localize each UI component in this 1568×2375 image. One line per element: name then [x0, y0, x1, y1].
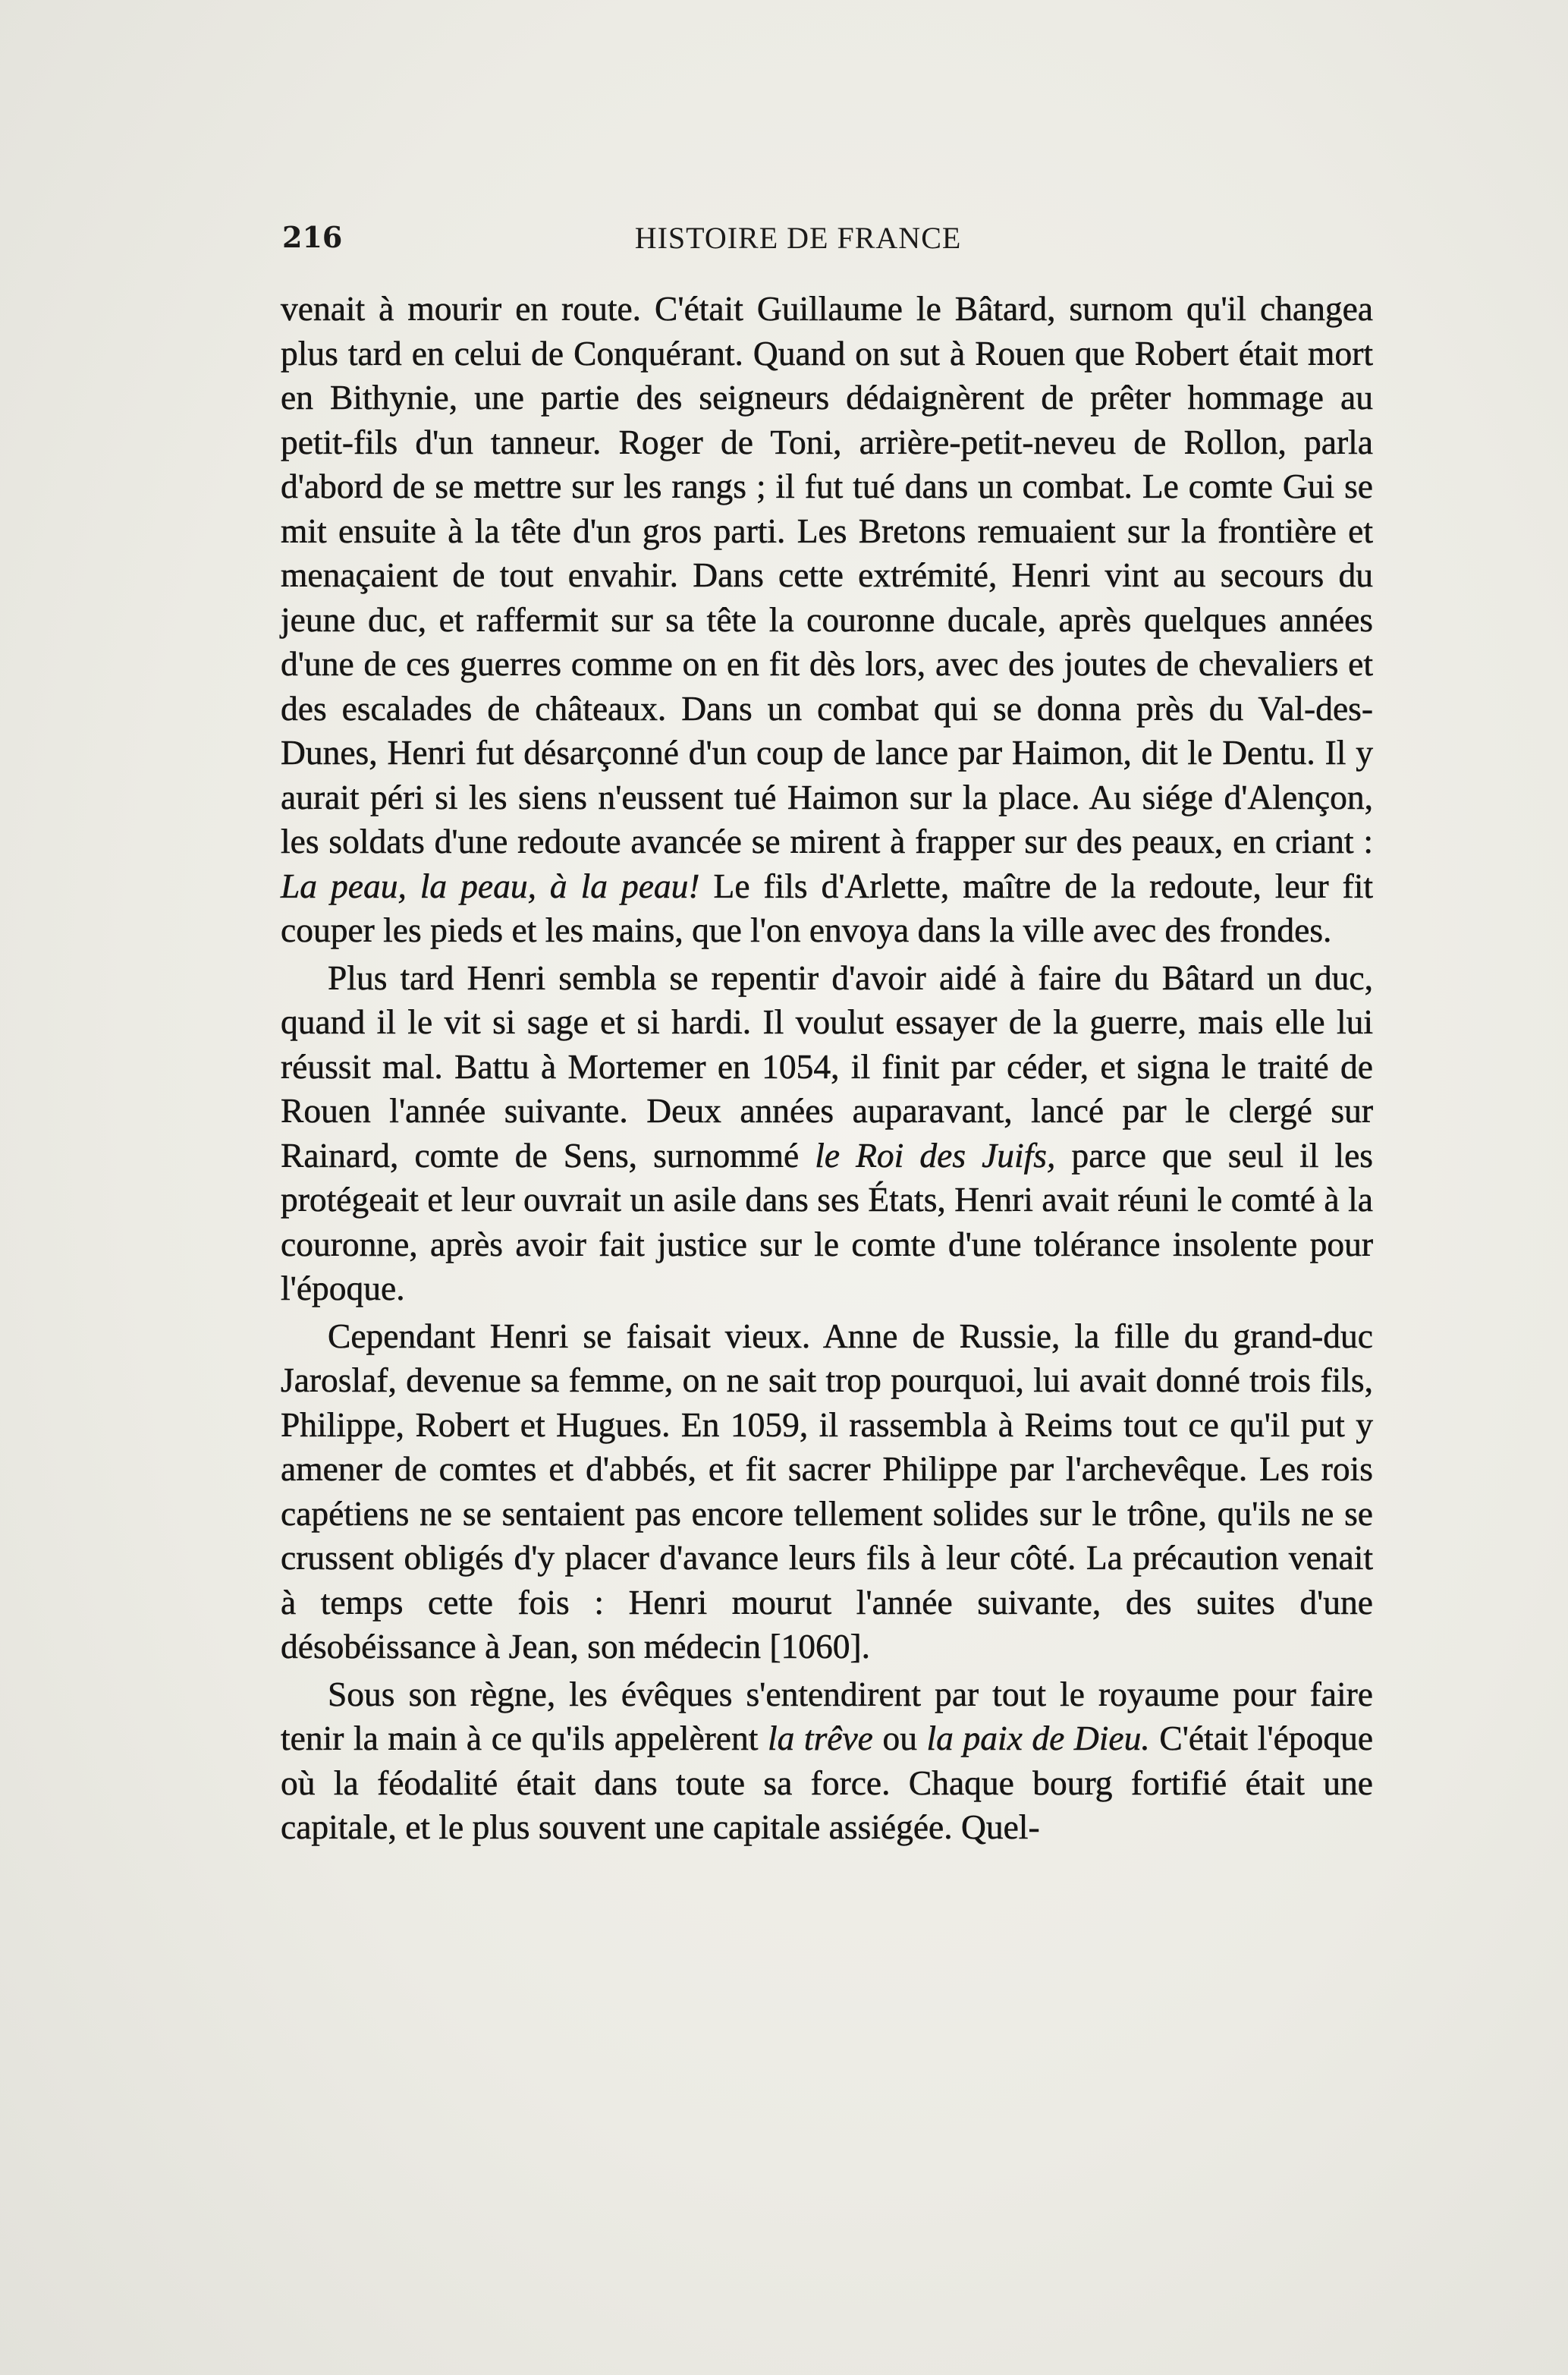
paragraph-4 — [281, 1672, 1373, 1850]
text-segment: C'était l'époque où la féodalité était dans toute sa force. Chaque bourg fortifié était une capitale, et le plus souvent une capitale assiégée. Quel- — [281, 1719, 1374, 1846]
page-header — [282, 220, 1375, 266]
italic-segment: la paix de Dieu. — [926, 1719, 1150, 1757]
italic-segment: le Roi des Juifs, — [815, 1135, 1056, 1175]
paragraph-3 — [281, 1314, 1373, 1669]
italic-segment: la trêve — [767, 1719, 873, 1757]
paragraph-2 — [281, 956, 1373, 1311]
text-segment: Plus tard Henri sembla se repentir d'avoir aidé à faire du Bâtard un duc, quand il le vit si sage et si hardi. Il voulut essayer de la guerre, mais elle lui réussit mal. Battu à Mortemer en 1054, il finit par céder, et signa le traité de Rouen l'année suivante. Deux années auparavant, lancé par le clergé sur Rainard, comte de Sens, surnommé — [281, 958, 1373, 1175]
text-segment: Cependant Henri se faisait vieux. Anne de Russie, la fille du grand-duc Jaroslaf, devenue sa femme, on ne sait trop pourquoi, lui avait donné trois fils, Philippe, Robert et Hugues. En 1059, il rassembla à Reims tout ce qu'il put y amener de comtes et d'abbés, et fit sacrer Philippe par l'archevêque. Les rois capétiens ne se sentaient pas encore tellement solides sur le trône, qu'ils ne se crussent obligés d'y placer d'avance leurs fils à leur côté. La précaution venait à temps cette fois : Henri mourut l'année suivante, des suites d'une désobéissance à Jean, son médecin [1060]. — [281, 1316, 1373, 1666]
text-segment: Sous son règne, les évêques s'entendirent par tout le royaume pour faire tenir la main à ce qu'ils appelèrent — [281, 1674, 1373, 1757]
body-text — [281, 287, 1373, 1850]
page-number: 216 — [282, 220, 343, 254]
paragraph-1 — [281, 287, 1373, 953]
text-segment: parce que seul il les protégeait et leur ouvrait un asile dans ses États, Henri avait réuni le comté à la couronne, après avoir fait justice sur le comte d'une tolérance insolente pour l'époque. — [281, 1135, 1373, 1307]
running-title: HISTOIRE DE FRANCE — [634, 221, 962, 255]
text-segment: Le fils d'Arlette, maître de la redoute, leur fit couper les pieds et les mains, que l'on envoya dans la ville avec des frondes. — [281, 866, 1373, 949]
text-segment: venait à mourir en route. C'était Guillaume le Bâtard, surnom qu'il changea plus tard en celui de Conquérant. Quand on sut à Rouen que Robert était mort en Bithynie, une partie des seigneurs dédaignèrent de prêter hommage au petit-fils d'un tanneur. Roger de Toni, arrière-petit-neveu de Rollon, parla d'abord de se mettre sur les rangs ; il fut tué dans un combat. Le comte Gui se mit ensuite à la tête d'un gros parti. Les Bretons remuaient sur la frontière et menaçaient de tout envahir. Dans cette extrémité, Henri vint au secours du jeune duc, et raffermit sur sa tête la couronne ducale, après quelques années d'une de ces guerres comme on en fit dès lors, avec des joutes de chevaliers et des escalades de châteaux. Dans un combat qui se donna près du Val-des-Dunes, Henri fut désarçonné d'un coup de lance par Haimon, dit le Dentu. Il y aurait péri si les siens n'eussent tué Haimon sur la place. Au siége d'Alençon, les soldats d'une redoute avancée se mirent à frapper sur des peaux, en criant : — [281, 289, 1373, 860]
text-segment: ou — [872, 1719, 927, 1757]
italic-segment: La peau, la peau, à la peau! — [281, 866, 700, 905]
